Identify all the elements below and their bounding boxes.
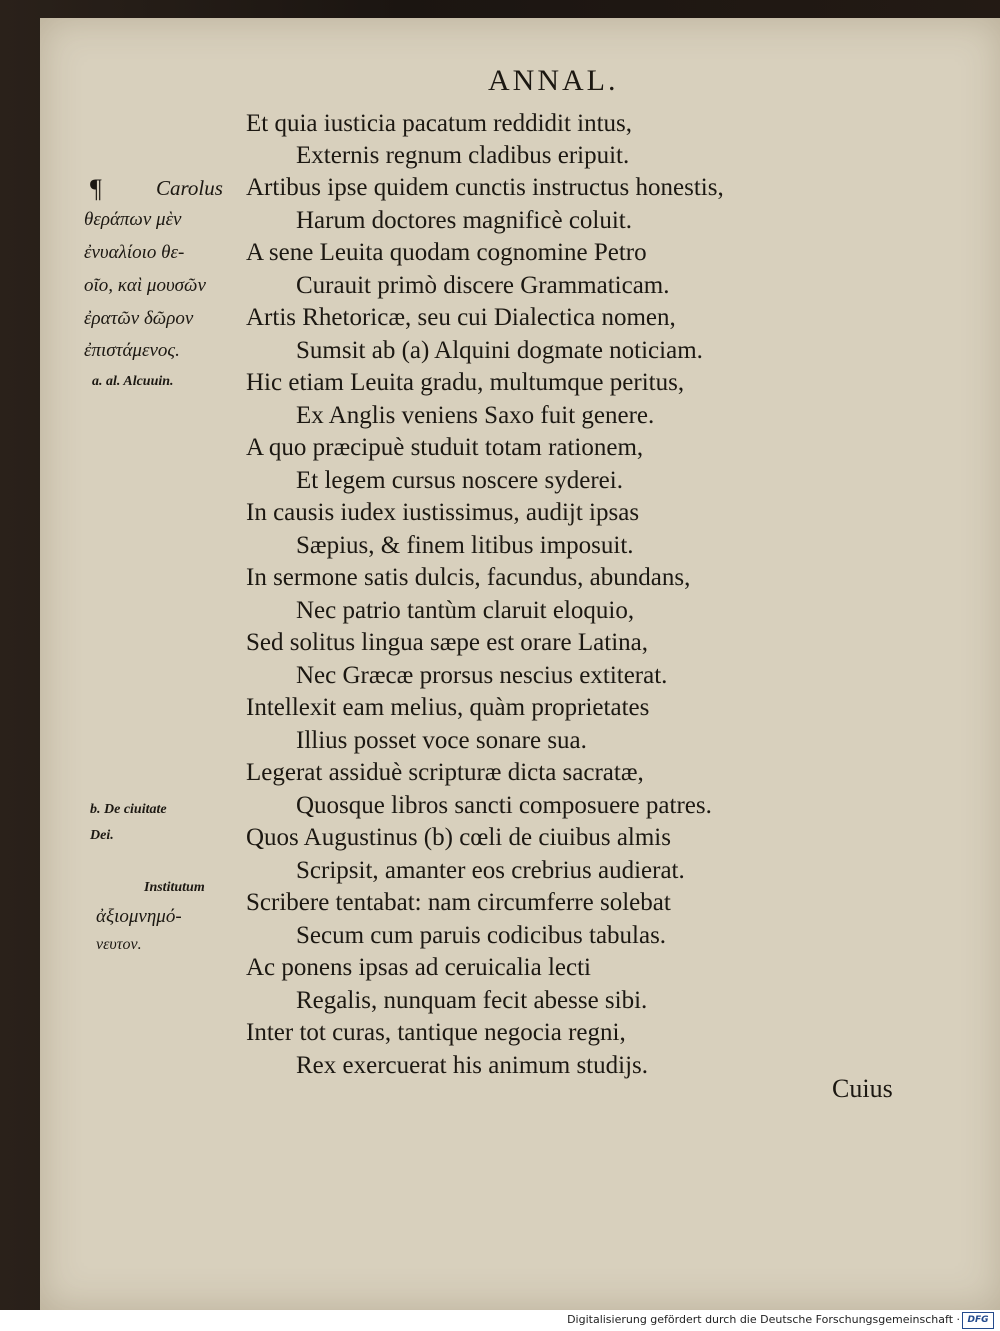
verse-line: Et quia iusticia pacatum reddidit intus, xyxy=(246,110,633,137)
verse-line: Nec Græcæ prorsus nescius extiterat. xyxy=(296,662,668,689)
verse-line: A sene Leuita quodam cognomine Petro xyxy=(246,239,647,266)
verse-line: Sæpius, & finem litibus imposuit. xyxy=(296,532,634,559)
dfg-logo: DFG xyxy=(962,1312,994,1329)
verse-line: In sermone satis dulcis, facundus, abundans, xyxy=(246,564,691,591)
verse-line: Sed solitus lingua sæpe est orare Latina, xyxy=(246,629,649,656)
verse-line: A quo præcipuè studuit totam rationem, xyxy=(246,434,644,461)
verse-line: Harum doctores magnificè coluit. xyxy=(296,207,632,234)
margin-note-greek-7: νευτον. xyxy=(96,936,142,953)
verse-line: Rex exercuerat his animum studijs. xyxy=(296,1052,649,1079)
verse-line: Intellexit eam melius, quàm proprietates xyxy=(246,694,650,721)
verse-line: Nec patrio tantùm claruit eloquio, xyxy=(296,597,635,624)
margin-note-de-ciuitate: b. De ciuitate xyxy=(90,802,167,817)
funding-notice: Digitalisierung gefördert durch die Deutsche Forschungsgemeinschaft · xyxy=(567,1313,960,1326)
book-page xyxy=(40,18,1000,1310)
catchword: Cuius xyxy=(832,1074,893,1103)
verse-line: Ex Anglis veniens Saxo fuit genere. xyxy=(296,402,655,429)
verse-line: Quos Augustinus (b) cœli de ciuibus almis xyxy=(246,824,671,851)
verse-line: Externis regnum cladibus eripuit. xyxy=(296,142,630,169)
verse-line: Legerat assiduè scripturæ dicta sacratæ, xyxy=(246,759,644,786)
footer-bar xyxy=(0,1310,1000,1331)
verse-line: Inter tot curas, tantique negocia regni, xyxy=(246,1019,626,1046)
verse-line: Ac ponens ipsas ad ceruicalia lecti xyxy=(246,954,591,981)
verse-line: Sumsit ab (a) Alquini dogmate noticiam. xyxy=(296,337,703,364)
margin-note-carolus: Carolus xyxy=(156,176,223,200)
paragraph-mark: ¶ xyxy=(90,174,102,203)
margin-note-greek-5: ἐπιστάμενος. xyxy=(84,340,180,361)
margin-note-greek-2: ἐνυαλίοιο θε- xyxy=(84,242,185,263)
margin-note-greek-1: θεράπων μὲν xyxy=(84,209,182,230)
verse-line: Regalis, nunquam fecit abesse sibi. xyxy=(296,987,648,1014)
margin-note-greek-6: ἀξιομνημό- xyxy=(96,906,182,927)
verse-line: Scripsit, amanter eos crebrius audierat. xyxy=(296,857,685,884)
margin-note-dei: Dei. xyxy=(90,828,114,843)
verse-line: Curauit primò discere Grammaticam. xyxy=(296,272,670,299)
verse-line: Et legem cursus noscere syderei. xyxy=(296,467,623,494)
margin-note-greek-4: ἐρατῶν δῶρον xyxy=(84,308,194,329)
verse-line: Hic etiam Leuita gradu, multumque peritus, xyxy=(246,369,685,396)
running-title: ANNAL. xyxy=(488,64,619,97)
margin-note-greek-3: οῖο, καὶ μουσῶν xyxy=(84,275,206,296)
verse-line: Illius posset voce sonare sua. xyxy=(296,727,587,754)
verse-line: Secum cum paruis codicibus tabulas. xyxy=(296,922,667,949)
verse-line: Artis Rhetoricæ, seu cui Dialectica nomen, xyxy=(246,304,676,331)
verse-line: Quosque libros sancti composuere patres. xyxy=(296,792,712,819)
margin-note-alcuuin: a. al. Alcuuin. xyxy=(92,374,174,389)
verse-line: Artibus ipse quidem cunctis instructus honestis, xyxy=(246,174,724,201)
margin-note-institutum: Institutum xyxy=(144,880,205,895)
verse-line: In causis iudex iustissimus, audijt ipsas xyxy=(246,499,640,526)
verse-line: Scribere tentabat: nam circumferre solebat xyxy=(246,889,671,916)
